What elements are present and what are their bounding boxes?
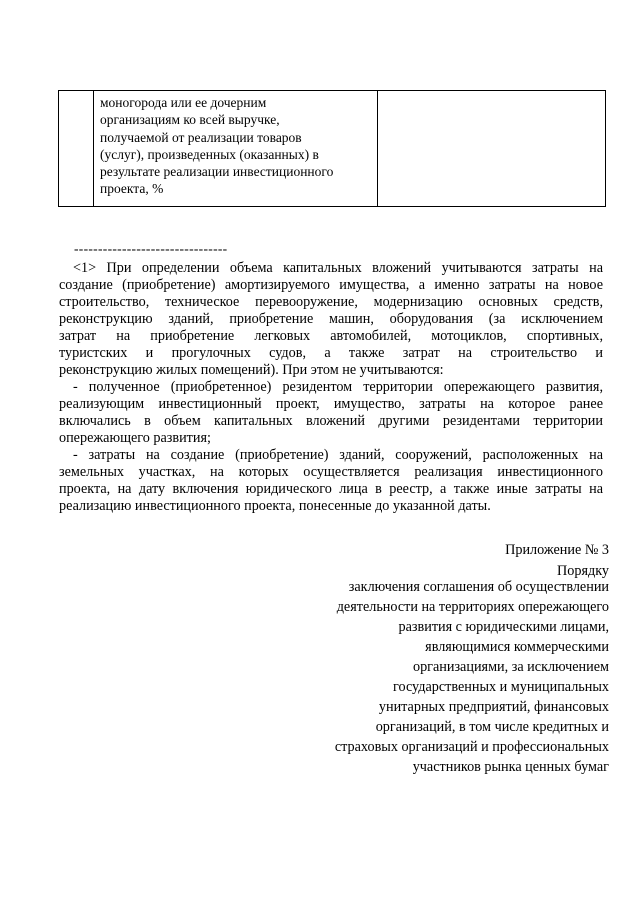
cell-text-line: организациям ко всей выручке, [100, 112, 280, 128]
footnote-line: реализующим инвестиционный проект, имущество, затраты на которое ранее [59, 396, 603, 412]
appendix-title-line: страховых организаций и профессиональных [334, 739, 609, 755]
appendix-title-line: заключения соглашения об осуществлении [348, 579, 609, 595]
table-cell-value [378, 91, 605, 206]
footnote-line: земельных участках, на которых осуществляется реализация инвестиционного [59, 464, 603, 480]
appendix-title-line: участников рынка ценных бумаг [412, 759, 609, 775]
table-cell-number [59, 91, 94, 206]
footnote-line: опережающего развития; [59, 430, 211, 446]
footnote-line: реконструкцию зданий, приобретение машин, оборудования (за исключением [59, 311, 603, 327]
cell-text-line: (услуг), произведенных (оказанных) в [100, 146, 319, 162]
footnote-line: реконструкцию жилых помещений). При этом не учитываются: [59, 362, 444, 378]
footnote-separator: -------------------------------- [74, 241, 228, 256]
appendix-title-line: деятельности на территориях опережающего [336, 599, 609, 615]
footnote-line: проекта, на дату включения юридического лица в реестр, а также иные затраты на [59, 481, 603, 497]
footnote-line: реализацию инвестиционного проекта, понесенные до указанной даты. [59, 498, 491, 514]
table-cell-indicator [94, 91, 378, 206]
appendix-title-line: организаций, в том числе кредитных и [375, 719, 609, 735]
cell-text-line: моногорода или ее дочерним [100, 95, 267, 110]
appendix-title-line: развития с юридическими лицами, [398, 619, 609, 635]
appendix-title-line: являющимися коммерческими [425, 639, 609, 655]
appendix-title-line: Порядку [557, 563, 609, 579]
footnote-line: затрат на приобретение легковых автомобилей, мотоциклов, спортивных, [59, 328, 603, 344]
footnote-line: - полученное (приобретенное) резидентом территории опережающего развития, [73, 379, 603, 395]
footnote-line: туристских и прогулочных судов, а также затрат на строительство и [59, 345, 603, 361]
table-row [58, 90, 606, 207]
appendix-title-line: унитарных предприятий, финансовых [378, 699, 609, 715]
footnote-line: включались в объем капитальных вложений другими резидентами территории [59, 413, 603, 429]
appendix-title-line: государственных и муниципальных [393, 679, 609, 695]
cell-text-line: получаемой от реализации товаров [100, 129, 302, 145]
footnote-line: строительство, техническое перевооружение, модернизацию основных средств, [59, 294, 603, 310]
footnote-line: - затраты на создание (приобретение) зданий, сооружений, расположенных на [73, 447, 603, 463]
cell-text-line: результате реализации инвестиционного [100, 164, 334, 180]
footnote-line: <1> При определении объема капитальных вложений учитываются затраты на [73, 260, 603, 276]
footnote-line: создание (приобретение) амортизируемого имущества, а именно затраты на новое [59, 277, 603, 293]
appendix-title-line: организациями, за исключением [412, 659, 609, 675]
appendix-number: Приложение № 3 [505, 542, 609, 558]
cell-text-line: проекта, % [100, 181, 164, 197]
